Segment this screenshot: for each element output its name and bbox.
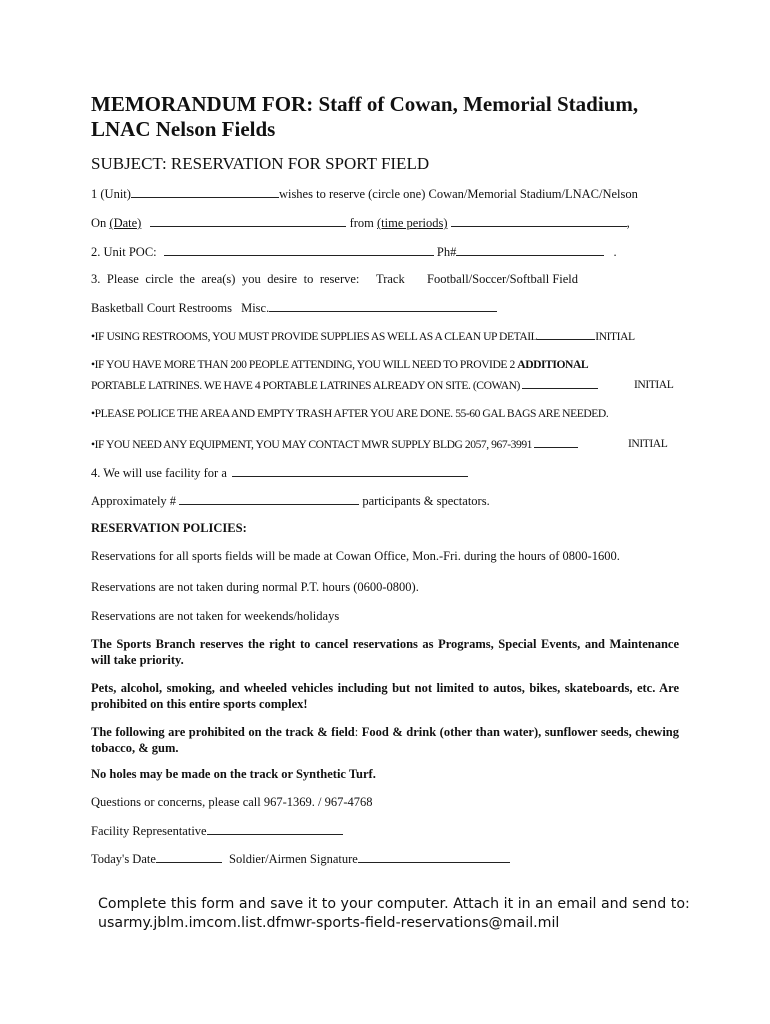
unit-line	[91, 186, 638, 202]
restrooms-notice: •IF USING RESTROOMS, YOU MUST PROVIDE SUPPLIES AS WELL AS A CLEAN UP DETAIL	[91, 330, 538, 343]
approx-field[interactable]	[179, 493, 359, 505]
date-field[interactable]	[150, 215, 346, 227]
misc-field[interactable]	[269, 300, 497, 312]
approx-after: participants & spectators.	[362, 494, 490, 508]
police-notice: •PLEASE POLICE THE AREA AND EMPTY TRASH AFTER YOU ARE DONE. 55-60 GAL BAGS ARE NEEDED.	[91, 407, 609, 420]
policy-6	[91, 724, 679, 756]
equipment-initial-label: INITIAL	[628, 437, 668, 450]
approx-label: Approximately #	[91, 494, 177, 508]
policy-3: Reservations are not taken for weekends/holidays	[91, 609, 340, 623]
today-date-label: Today's Date	[91, 852, 156, 866]
soldier-signature-field[interactable]	[358, 851, 510, 863]
use-field[interactable]	[232, 465, 468, 477]
soldier-signature-label: Soldier/Airmen Signature	[229, 852, 358, 866]
phone-label: Ph#	[436, 245, 457, 259]
policy-1: Reservations for all sports fields will be made at Cowan Office, Mon.-Fri. during the hours of 0800-1600.	[91, 549, 620, 563]
policy-4: The Sports Branch reserves the right to cancel reservations as Programs, Special Events, and Maintenance will take priority.	[91, 637, 679, 667]
area-football[interactable]: Football/Soccer/Softball Field	[427, 272, 579, 286]
restrooms-notice-line	[91, 328, 635, 344]
poc-field[interactable]	[164, 244, 434, 256]
on-label: On	[91, 216, 107, 230]
equipment-notice-line	[91, 436, 578, 452]
unit-field[interactable]	[131, 186, 279, 198]
equipment-notice: •IF YOU NEED ANY EQUIPMENT, YOU MAY CONTACT MWR SUPPLY BLDG 2057, 967-3991	[91, 438, 533, 451]
latrines-additional: ADDITIONAL	[517, 358, 589, 371]
time-periods-label: (time periods)	[377, 216, 448, 230]
areas-line	[91, 272, 359, 287]
areas-label: 3. Please circle the area(s) you desire to reserve:	[91, 272, 360, 286]
contact-line: Questions or concerns, please call 967-1369. / 967-4768	[91, 795, 373, 809]
policy-6-pre: The following are prohibited on the track & field	[91, 725, 355, 739]
comma: ,	[626, 216, 630, 230]
latrines-notice-text2: PORTABLE LATRINES. WE HAVE 4 PORTABLE LATRINES ALREADY ON SITE. (COWAN)	[91, 379, 520, 392]
policy-6-post: Food & drink (other than water), sunflower seeds, chewing tobacco, & gum.	[91, 725, 679, 755]
use-label: 4. We will use facility for a	[91, 466, 227, 480]
rep-line	[91, 823, 343, 839]
misc-label: Misc.	[241, 301, 270, 315]
date-line	[91, 215, 630, 231]
policies-heading: RESERVATION POLICIES:	[91, 521, 247, 535]
equipment-initial-field[interactable]	[534, 436, 578, 448]
today-date-field[interactable]	[156, 851, 222, 863]
time-periods-field[interactable]	[451, 215, 627, 227]
area-basketball[interactable]: Basketball Court Restrooms	[91, 301, 232, 315]
basketball-line	[91, 300, 497, 316]
footer-line-1: Complete this form and save it to your computer. Attach it in an email and send to:	[98, 896, 690, 912]
latrines-initial-field[interactable]	[522, 377, 598, 389]
unit-after-text: wishes to reserve (circle one) Cowan/Memorial Stadium/LNAC/Nelson	[278, 187, 638, 201]
area-track[interactable]: Track	[376, 272, 405, 286]
memo-title: MEMORANDUM FOR: Staff of Cowan, Memorial Stadium, LNAC Nelson Fields	[91, 92, 639, 141]
signature-line	[91, 851, 510, 867]
rep-label: Facility Representative	[91, 824, 207, 838]
period: .	[613, 245, 617, 259]
latrines-notice-text: •IF YOU HAVE MORE THAN 200 PEOPLE ATTENDING, YOU WILL NEED TO PROVIDE 2	[91, 358, 518, 371]
approx-line	[91, 493, 490, 509]
unit-label: 1 (Unit)	[91, 187, 131, 201]
policy-6-colon: :	[354, 725, 359, 739]
policy-7: No holes may be made on the track or Synthetic Turf.	[91, 767, 376, 781]
footer-instructions	[98, 895, 690, 933]
phone-field[interactable]	[456, 244, 604, 256]
use-line	[91, 465, 468, 481]
latrines-notice-line2	[91, 377, 598, 393]
restrooms-initial-field[interactable]	[537, 328, 595, 340]
date-label: (Date)	[109, 216, 142, 230]
policy-5: Pets, alcohol, smoking, and wheeled vehicles including but not limited to autos, bikes, skateboards, etc. Are prohibited on this entire sports complex!	[91, 681, 679, 711]
subject-line: SUBJECT: RESERVATION FOR SPORT FIELD	[91, 154, 430, 173]
restrooms-initial-label: INITIAL	[595, 330, 635, 343]
footer-email[interactable]: usarmy.jblm.imcom.list.dfmwr-sports-field-reservations@mail.mil	[98, 915, 560, 931]
latrines-notice-line1	[91, 357, 588, 372]
poc-label: 2. Unit POC:	[91, 245, 157, 259]
rep-field[interactable]	[207, 823, 343, 835]
policy-2: Reservations are not taken during normal P.T. hours (0600-0800).	[91, 580, 419, 594]
latrines-initial-label: INITIAL	[634, 378, 674, 391]
poc-line	[91, 244, 617, 260]
from-label: from	[349, 216, 374, 230]
